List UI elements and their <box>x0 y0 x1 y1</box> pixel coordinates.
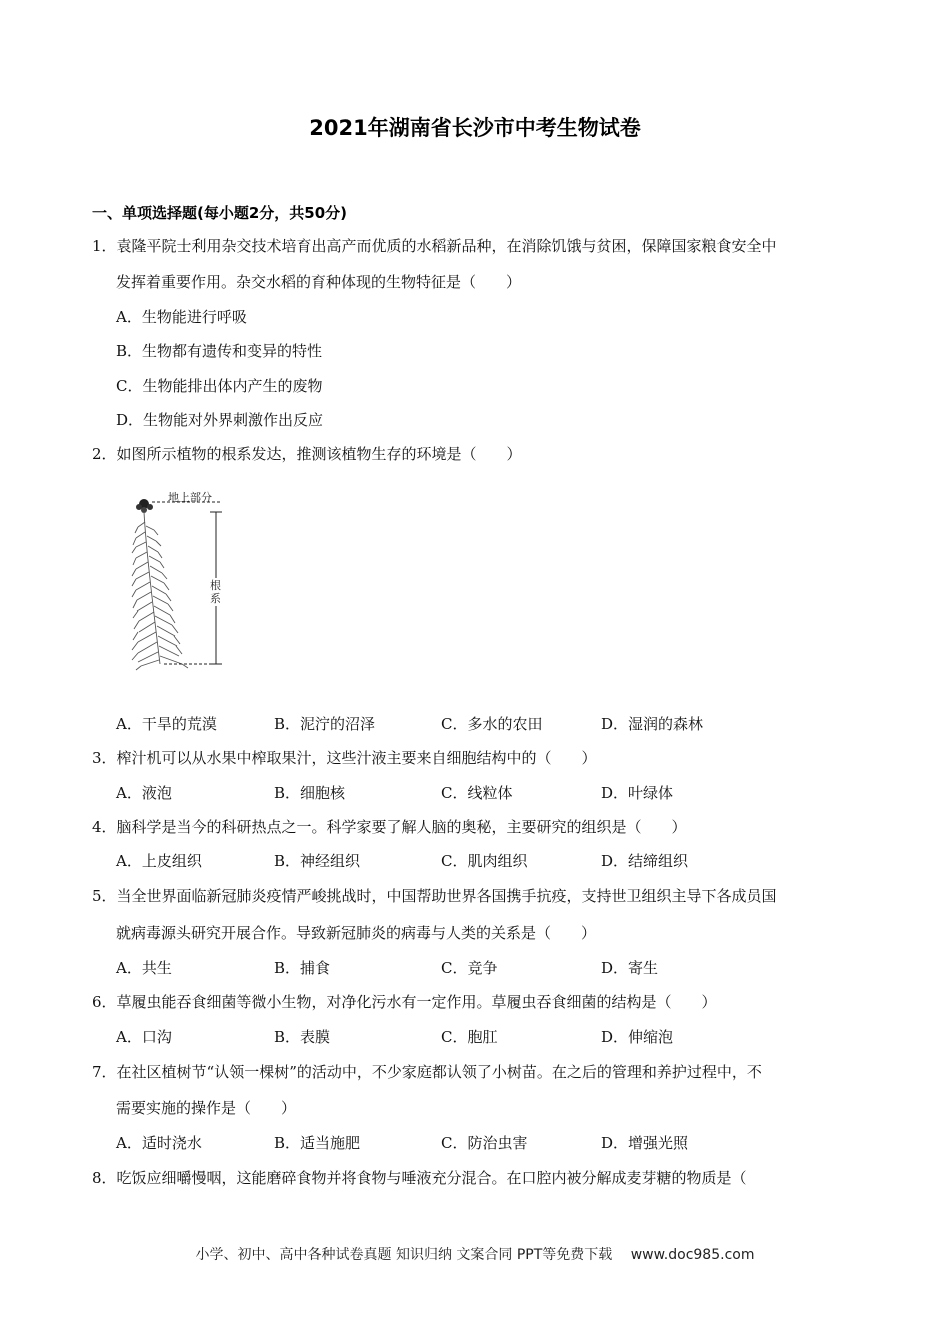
question-1-option-b: B．生物都有遗传和变异的特性 <box>116 342 323 360</box>
question-5-line-2: 就病毒源头研究开展合作。导致新冠肺炎的病毒与人类的关系是（ ） <box>116 924 597 942</box>
question-4-option-c: C．肌肉组织 <box>441 852 528 870</box>
question-7-line-2: 需要实施的操作是（ ） <box>116 1099 297 1117</box>
question-6-option-d: D．伸缩泡 <box>601 1028 674 1046</box>
question-3-option-b: B．细胞核 <box>274 784 346 802</box>
question-4-option-a: A．上皮组织 <box>116 852 202 870</box>
question-5-option-b: B．捕食 <box>274 959 331 977</box>
plant-top-icon <box>136 499 153 513</box>
page-title: 2021年湖南省长沙市中考生物试卷 <box>309 116 641 140</box>
question-2-option-b: B．泥泞的沼泽 <box>274 715 376 733</box>
figure-label-root-char: 根 <box>210 579 221 592</box>
section-heading: 一、单项选择题(每小题2分，共50分) <box>92 204 348 222</box>
question-5-option-a: A．共生 <box>116 959 172 977</box>
question-5-option-c: C．竞争 <box>441 959 498 977</box>
question-7-option-c: C．防治虫害 <box>441 1134 528 1152</box>
question-1-line-1: 1．袁隆平院士利用杂交技术培育出高产而优质的水稻新品种，在消除饥饿与贫困，保障国家粮食安全中 <box>92 237 777 255</box>
question-6-line-1: 6．草履虫能吞食细菌等微小生物，对净化污水有一定作用。草履虫吞食细菌的结构是（ ） <box>92 993 717 1011</box>
question-1-line-2: 发挥着重要作用。杂交水稻的育种体现的生物特征是（ ） <box>116 273 522 291</box>
question-5-line-1: 5．当全世界面临新冠肺炎疫情严峻挑战时，中国帮助世界各国携手抗疫，支持世卫组织主导下各成员国 <box>92 887 777 905</box>
question-4-line-1: 4．脑科学是当今的科研热点之一。科学家要了解人脑的奥秘，主要研究的组织是（ ） <box>92 818 687 836</box>
question-7-option-a: A．适时浇水 <box>116 1134 202 1152</box>
question-2-option-a: A．干旱的荒漠 <box>116 715 217 733</box>
question-3-line-1: 3．榨汁机可以从水果中榨取果汁，这些汁液主要来自细胞结构中的（ ） <box>92 749 597 767</box>
question-4-option-d: D．结缔组织 <box>601 852 689 870</box>
question-6-option-c: C．胞肛 <box>441 1028 498 1046</box>
question-8-line-1: 8．吃饭应细嚼慢咽，这能磨碎食物并将食物与唾液充分混合。在口腔内被分解成麦芽糖的物质是（ <box>92 1169 747 1187</box>
question-3-option-d: D．叶绿体 <box>601 784 674 802</box>
figure-label-root <box>210 578 221 605</box>
question-6-option-a: A．口沟 <box>116 1028 172 1046</box>
figure-label-above-ground: 地上部分 <box>168 491 212 504</box>
question-2-line-1: 2．如图所示植物的根系发达，推测该植物生存的环境是（ ） <box>92 445 522 463</box>
question-6-option-b: B．表膜 <box>274 1028 331 1046</box>
question-1-option-d: D．生物能对外界刺激作出反应 <box>116 411 324 429</box>
question-2-option-c: C．多水的农田 <box>441 715 543 733</box>
question-5-option-d: D．寄生 <box>601 959 659 977</box>
question-2-option-d: D．湿润的森林 <box>601 715 704 733</box>
question-3-option-a: A．液泡 <box>116 784 172 802</box>
page-footer: 小学、初中、高中各种试卷真题 知识归纳 文案合同 PPT等免费下载 www.doc985.com <box>195 1247 755 1263</box>
question-7-option-d: D．增强光照 <box>601 1134 689 1152</box>
question-3-option-c: C．线粒体 <box>441 784 513 802</box>
root-system-figure <box>124 488 254 678</box>
question-7-option-b: B．适当施肥 <box>274 1134 361 1152</box>
question-1-option-a: A．生物能进行呼吸 <box>116 308 247 326</box>
question-1-option-c: C．生物能排出体内产生的废物 <box>116 377 323 395</box>
question-7-line-1: 7．在社区植树节“认领一棵树”的活动中，不少家庭都认领了小树苗。在之后的管理和养护过程中，不 <box>92 1063 762 1081</box>
figure-label-root-char: 系 <box>210 592 221 605</box>
question-4-option-b: B．神经组织 <box>274 852 361 870</box>
root-system-icon <box>132 512 188 670</box>
